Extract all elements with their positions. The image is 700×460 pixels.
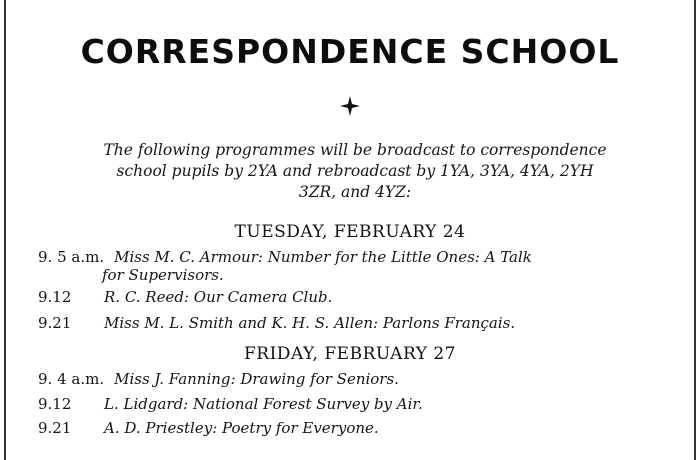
schedule-entry bbox=[38, 370, 678, 388]
entry-time: 9. 4 a.m. bbox=[38, 370, 105, 388]
schedule-entry bbox=[38, 288, 678, 306]
page-title: CORRESPONDENCE SCHOOL bbox=[80, 32, 620, 71]
intro-line-3: 3ZR, and 4YZ: bbox=[298, 183, 412, 201]
entry-time: 9. 5 a.m. bbox=[38, 248, 105, 266]
day-heading-friday: FRIDAY, FEBRUARY 27 bbox=[244, 344, 456, 364]
entry-description: A. D. Priestley: Poetry for Everyone. bbox=[104, 419, 379, 437]
entry-description-continuation: for Supervisors. bbox=[102, 266, 224, 284]
intro-line-1: The following programmes will be broadcast to correspondence bbox=[103, 141, 607, 159]
schedule-entry bbox=[38, 395, 678, 413]
entry-time: 9.12 bbox=[38, 288, 72, 306]
schedule-entry bbox=[38, 248, 678, 284]
entry-description: Miss J. Fanning: Drawing for Seniors. bbox=[114, 370, 399, 388]
entry-description: L. Lidgard: National Forest Survey by Air. bbox=[104, 395, 423, 413]
schedule-entry bbox=[38, 419, 678, 437]
entry-description: Miss M. C. Armour: Number for the Little Ones: A Talk bbox=[114, 248, 532, 266]
entry-time: 9.21 bbox=[38, 314, 72, 332]
diamond-ornament-icon bbox=[338, 94, 362, 118]
entry-description: R. C. Reed: Our Camera Club. bbox=[104, 288, 333, 306]
intro-paragraph bbox=[38, 140, 672, 203]
day-heading-tuesday: TUESDAY, FEBRUARY 24 bbox=[234, 222, 466, 242]
schedule-entry bbox=[38, 314, 678, 332]
entry-description: Miss M. L. Smith and K. H. S. Allen: Parlons Français. bbox=[104, 314, 516, 332]
intro-line-2: school pupils by 2YA and rebroadcast by 1YA, 3YA, 4YA, 2YH bbox=[116, 162, 594, 180]
entry-time: 9.12 bbox=[38, 395, 72, 413]
entry-time: 9.21 bbox=[38, 419, 72, 437]
